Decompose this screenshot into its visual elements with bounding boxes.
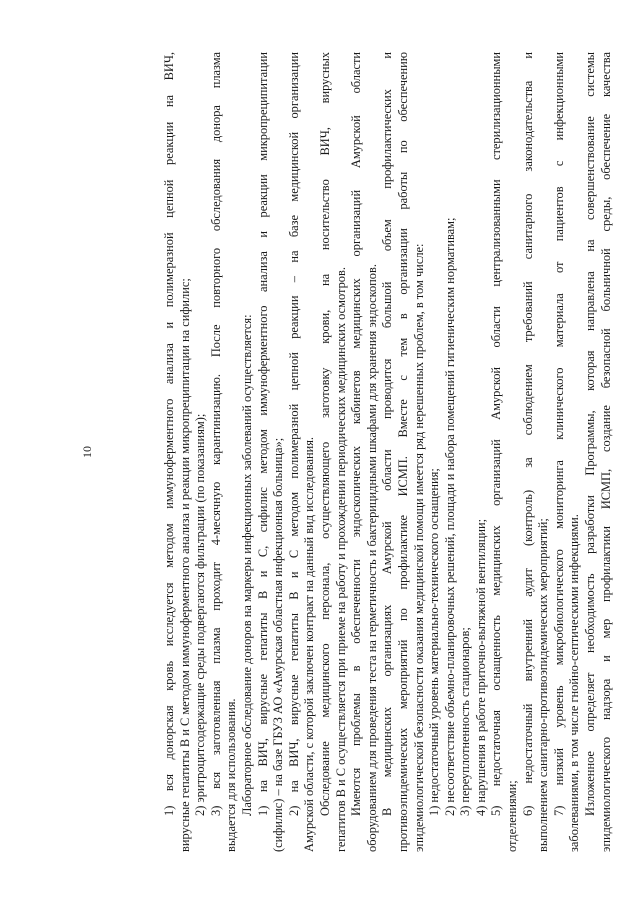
text-line: 3) вся заготовленная плазма проходит 4-месячную карантинизацию. После повторного обследования донора плазма bbox=[208, 52, 223, 816]
text-line: 2) несоответствие объемно-планировочных решений, площади и набора помещений гигиеническим нормативам; bbox=[442, 217, 457, 816]
page-number: 10 bbox=[80, 446, 94, 458]
text-line: 2) эритроцитсодержащие среды подвергаются фильтрации (по показаниям); bbox=[193, 413, 208, 816]
text-line: 4) нарушения в работе приточно-вытяжной вентиляции; bbox=[473, 518, 488, 816]
text-line: Обследование медицинского персонала, осуществляющего заготовку крови, на носительство ВИЧ, вирусных bbox=[317, 52, 332, 816]
text-line: выполнением санитарно-противоэпидемических мероприятий; bbox=[536, 518, 551, 852]
text-line: (сифилис) – на базе ГБУЗ АО «Амурская областная инфекционная больница»; bbox=[271, 437, 286, 852]
text-line: эпидемиологической безопасности оказания медицинской помощи имеется ряд нерешенных проблем, в том числе: bbox=[411, 243, 426, 852]
text-line: 7) низкий уровень микробиологического мониторинга клинического материала от пациентов с инфекционными bbox=[551, 52, 566, 816]
text-line: 2) на ВИЧ, вирусные гепатиты В и С методом полимеразной цепной реакции – на базе медицинской организации bbox=[286, 52, 301, 816]
text-line: эпидемиологического надзора и мер профилактики ИСМП, создание безопасной больничной среды, обеспечение качества bbox=[598, 52, 613, 852]
text-line: Лабораторное обследование доноров на маркеры инфекционных заболеваний осуществляется: bbox=[239, 314, 254, 816]
text-line: оборудованием для проведения теста на герметичность и бактерицидными шкафами для хранения эндоскопов. bbox=[364, 264, 379, 852]
text-line: отделениями; bbox=[505, 780, 520, 852]
text-line: 1) вся донорская кровь исследуется методом иммуноферментного анализа и полимеразной цепной реакции на ВИЧ, bbox=[162, 52, 176, 816]
text-line: противоэпидемических мероприятий по профилактике ИСМП. Вместе с тем в организации работы по обеспечению bbox=[395, 52, 410, 852]
text-line: заболеваниями, в том числе гнойно-септическими инфекциями. bbox=[567, 514, 582, 852]
body-text bbox=[162, 52, 614, 852]
text-line: 6) недостаточный внутренний аудит (контроль) за соблюдением требований санитарного законодательства и bbox=[520, 52, 535, 816]
text-line: 1) на ВИЧ, вирусные гепатиты В и С, сифилис методом иммуноферментного анализа и реакции микропреципитации bbox=[255, 52, 270, 816]
text-line: вирусные гепатиты В и С методом иммуноферментного анализа и реакции микропреципитации на сифилис; bbox=[177, 278, 192, 852]
rotated-page-content bbox=[70, 52, 613, 852]
text-line: 1) недостаточный уровень материально-технического оснащения; bbox=[427, 468, 442, 816]
text-line: Изложенное определяет необходимость разработки Программы, которая направлена на совершенствование системы bbox=[583, 52, 598, 816]
text-line: 5) недостаточная оснащенность медицинских организаций Амурской области централизованными стерилизационными bbox=[489, 52, 504, 816]
text-line: 3) переуплотненность стационаров; bbox=[458, 627, 473, 816]
text-line: Имеются проблемы в обеспеченности эндоскопических кабинетов медицинских организаций Амурской области bbox=[349, 52, 364, 816]
text-line: выдается для использования. bbox=[224, 698, 239, 852]
text-line: Амурской области, с которой заключен контракт на данный вид исследования. bbox=[302, 436, 317, 852]
text-line: В медицинских организациях Амурской области проводится большой объем профилактических и bbox=[380, 52, 395, 816]
text-line: гепатитов В и С осуществляется при приеме на работу и прохождении периодических медицинских осмотров. bbox=[333, 267, 348, 852]
